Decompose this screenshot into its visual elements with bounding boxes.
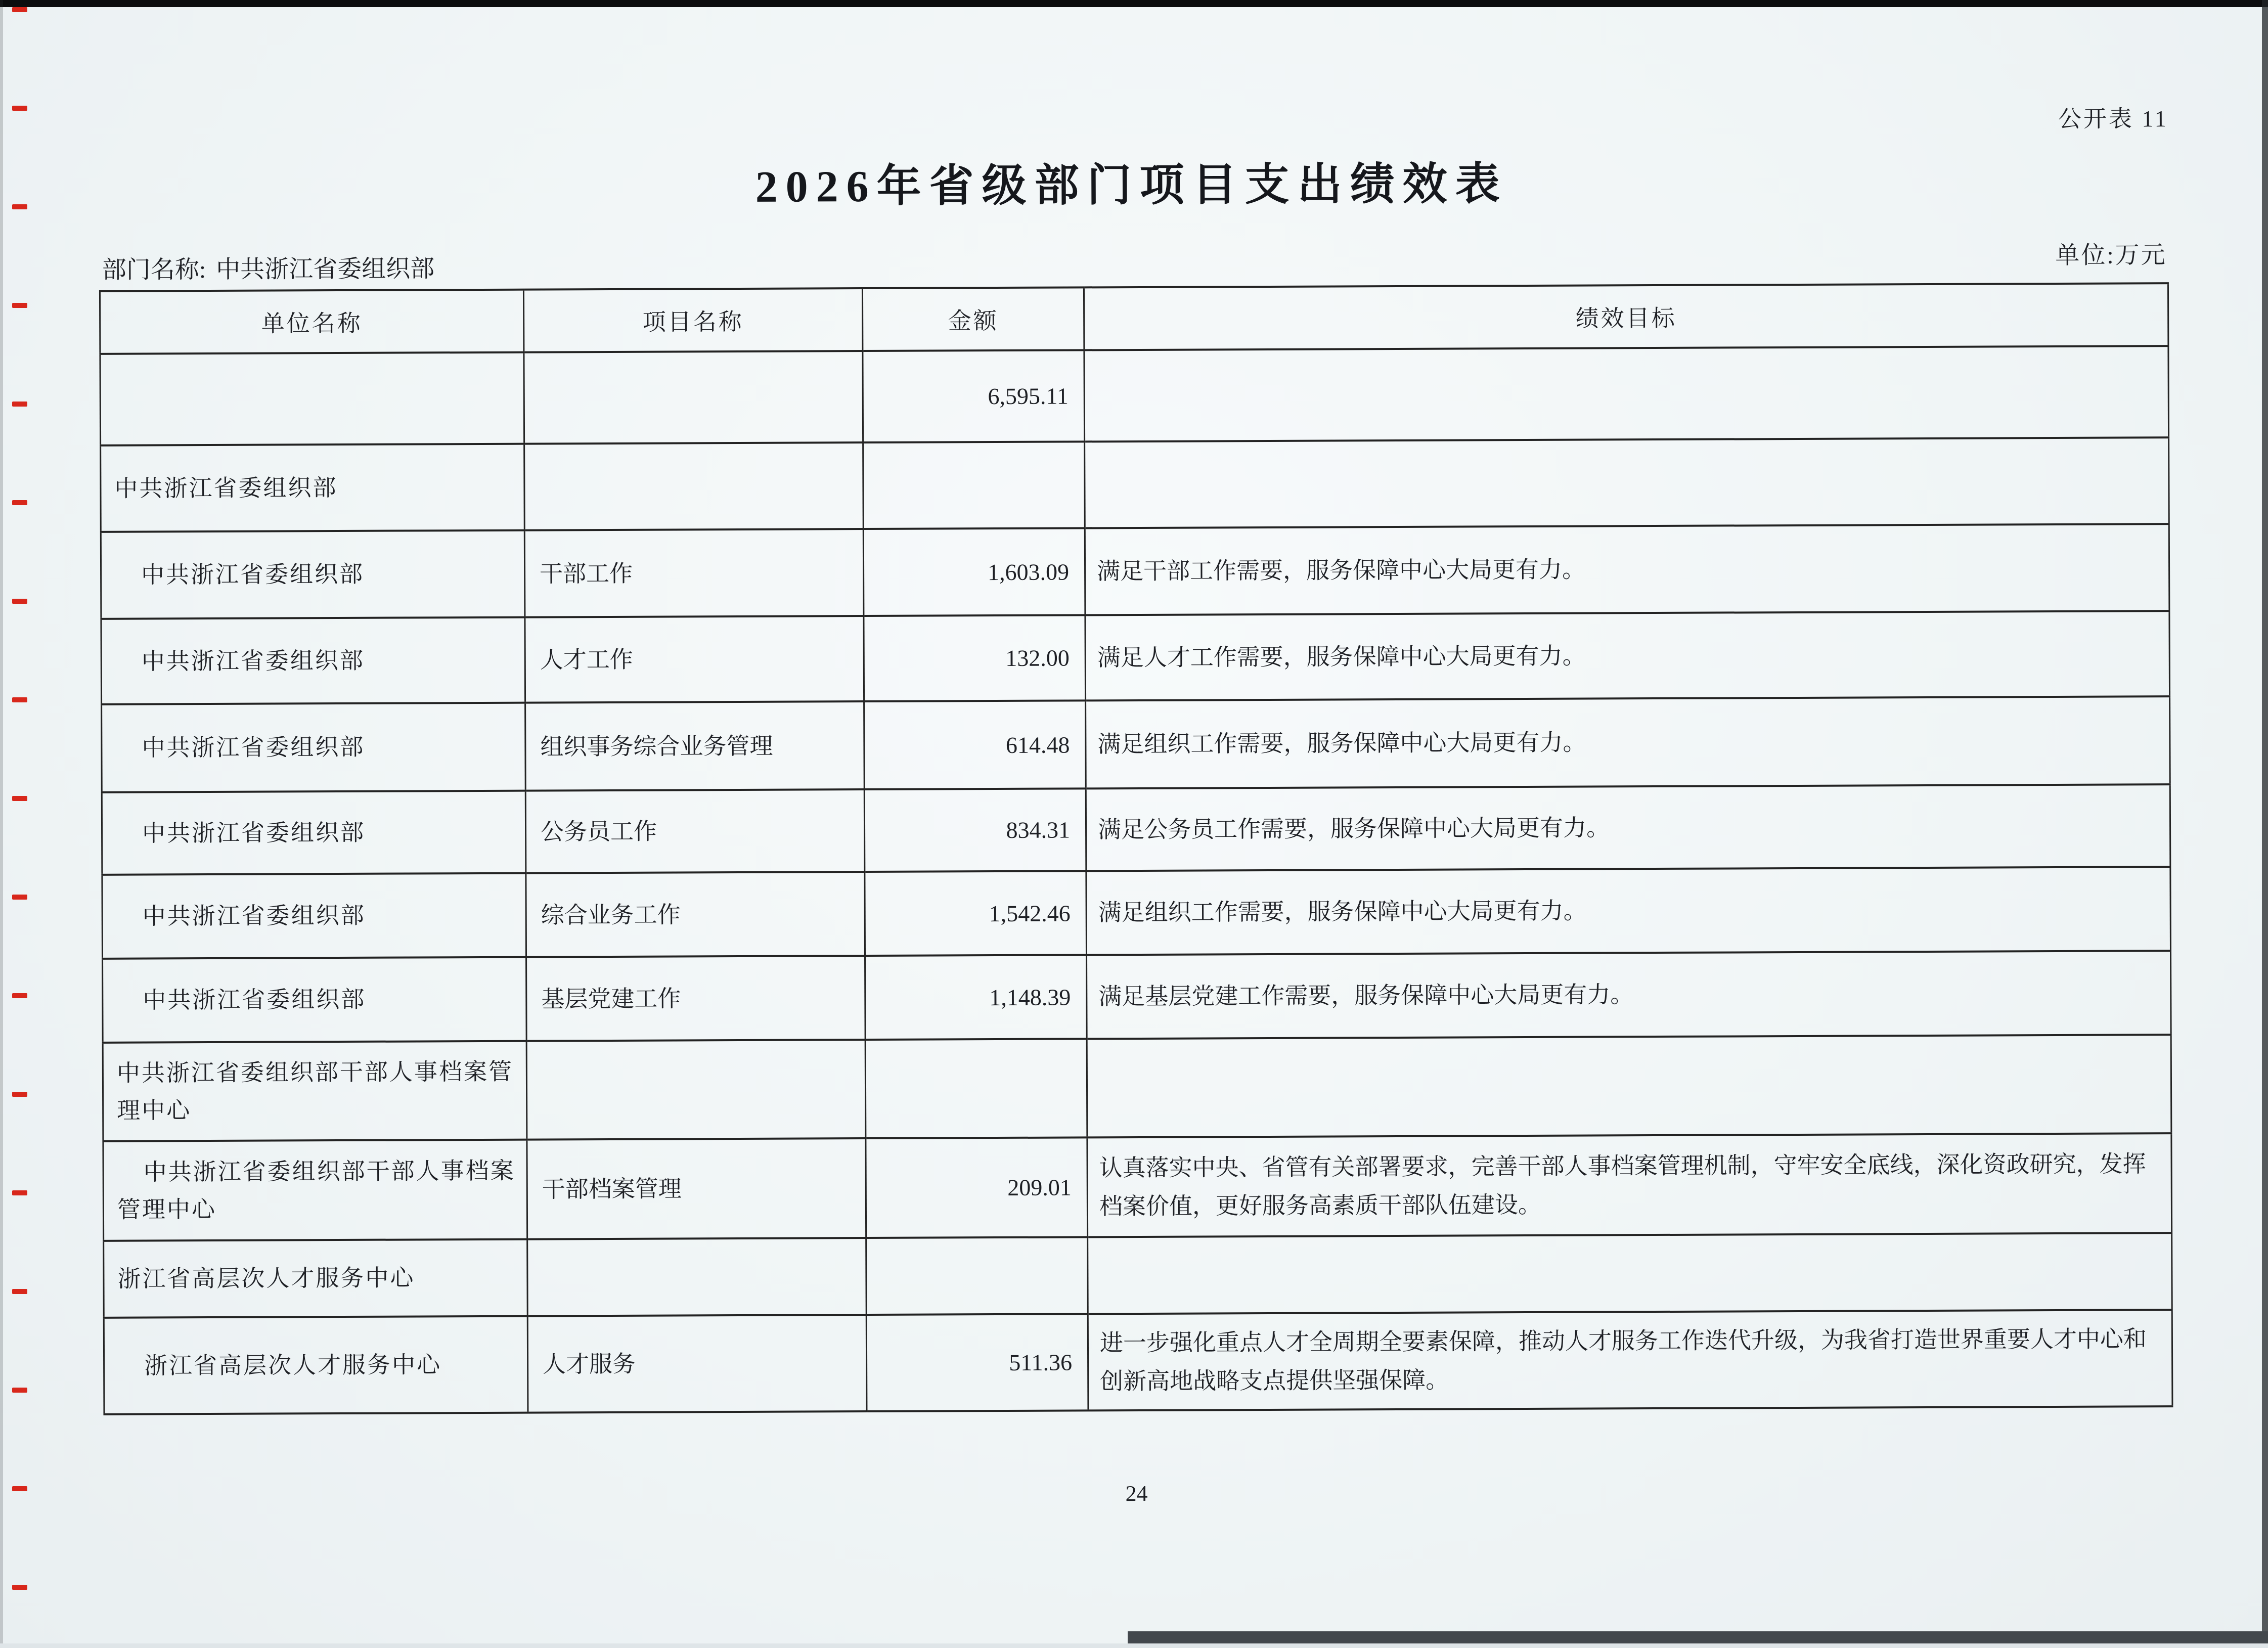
goal-cell bbox=[1088, 1233, 2172, 1314]
red-scan-mark bbox=[12, 796, 27, 801]
amount-cell bbox=[863, 441, 1085, 529]
table-row bbox=[102, 784, 2170, 875]
table-row bbox=[101, 437, 2169, 532]
department-name: 中共浙江省委组织部 bbox=[216, 255, 435, 283]
table-row bbox=[103, 951, 2171, 1043]
header-row bbox=[100, 283, 2168, 354]
amount-cell: 1,542.46 bbox=[865, 871, 1087, 956]
table-body bbox=[100, 346, 2172, 1414]
unit-cell: 浙江省高层次人才服务中心 bbox=[104, 1239, 528, 1318]
red-scan-mark bbox=[12, 697, 27, 702]
header-unit-name: 单位名称 bbox=[100, 290, 523, 354]
amount-cell: 834.31 bbox=[864, 788, 1086, 872]
goal-cell bbox=[1087, 1035, 2171, 1137]
project-cell: 综合业务工作 bbox=[526, 872, 865, 957]
goal-cell: 满足组织工作需要，服务保障中心大局更有力。 bbox=[1086, 867, 2171, 955]
unit-cell: 中共浙江省委组织部 bbox=[101, 444, 525, 532]
goal-cell: 满足公务员工作需要，服务保障中心大局更有力。 bbox=[1086, 784, 2170, 871]
table-row bbox=[102, 696, 2170, 792]
goal-cell: 满足基层党建工作需要，服务保障中心大局更有力。 bbox=[1087, 951, 2171, 1039]
department-line bbox=[102, 249, 435, 285]
project-cell bbox=[524, 442, 864, 530]
red-scan-mark bbox=[12, 1092, 27, 1097]
project-cell bbox=[524, 351, 863, 444]
project-cell: 组织事务综合业务管理 bbox=[525, 701, 865, 791]
red-scan-mark bbox=[12, 402, 27, 407]
header-goal: 绩效目标 bbox=[1084, 283, 2168, 350]
unit-cell: 中共浙江省委组织部 bbox=[101, 530, 525, 619]
amount-cell: 1,603.09 bbox=[863, 528, 1085, 616]
project-cell: 干部档案管理 bbox=[527, 1138, 866, 1239]
table-row bbox=[100, 346, 2169, 446]
unit-cell: 中共浙江省委组织部 bbox=[101, 617, 525, 704]
red-scan-mark bbox=[12, 204, 27, 209]
scan-edge-bottom bbox=[1128, 1631, 2268, 1643]
red-scan-mark bbox=[12, 1585, 27, 1590]
table-row bbox=[103, 1133, 2172, 1241]
table-row bbox=[103, 1035, 2171, 1141]
red-scan-mark bbox=[12, 500, 27, 505]
red-scan-mark bbox=[12, 1289, 27, 1294]
scan-edge-left bbox=[0, 0, 3, 1643]
unit-cell bbox=[100, 352, 524, 446]
red-scan-mark bbox=[12, 1190, 27, 1195]
red-scan-mark bbox=[12, 895, 27, 900]
goal-cell: 满足组织工作需要，服务保障中心大局更有力。 bbox=[1086, 696, 2170, 788]
table-row bbox=[101, 524, 2169, 619]
header-amount: 金额 bbox=[862, 287, 1084, 351]
red-scan-mark bbox=[12, 7, 27, 12]
goal-cell: 满足人才工作需要，服务保障中心大局更有力。 bbox=[1085, 611, 2170, 700]
table-row bbox=[101, 611, 2170, 704]
project-cell: 公务员工作 bbox=[525, 789, 865, 873]
table-row bbox=[102, 867, 2171, 959]
corner-table-label: 公开表 11 bbox=[2058, 106, 2168, 132]
project-cell: 人才工作 bbox=[525, 616, 864, 703]
scan-edge-right bbox=[2262, 0, 2268, 1643]
amount-cell: 132.00 bbox=[864, 615, 1086, 701]
project-cell: 人才服务 bbox=[527, 1315, 867, 1413]
red-scan-mark bbox=[12, 993, 27, 998]
unit-cell: 中共浙江省委组织部干部人事档案管理中心 bbox=[103, 1041, 527, 1141]
unit-cell: 中共浙江省委组织部 bbox=[103, 957, 527, 1043]
project-cell bbox=[526, 1040, 866, 1140]
goal-cell bbox=[1085, 437, 2169, 528]
goal-cell: 满足干部工作需要，服务保障中心大局更有力。 bbox=[1085, 524, 2169, 615]
header-project-name: 项目名称 bbox=[523, 288, 862, 352]
goal-cell: 进一步强化重点人才全周期全要素保障，推动人才服务工作迭代升级，为我省打造世界重要人才中心和创新高地战略支点提供坚强保障。 bbox=[1088, 1310, 2172, 1410]
red-scan-mark bbox=[12, 1486, 27, 1491]
amount-cell: 6,595.11 bbox=[863, 350, 1085, 442]
project-cell bbox=[527, 1238, 867, 1316]
page-number: 24 bbox=[1125, 1481, 1148, 1506]
amount-cell: 511.36 bbox=[866, 1314, 1088, 1411]
project-cell: 基层党建工作 bbox=[526, 956, 866, 1041]
amount-cell bbox=[866, 1237, 1088, 1315]
unit-cell: 中共浙江省委组织部 bbox=[102, 791, 526, 875]
amount-cell: 209.01 bbox=[866, 1137, 1088, 1238]
goal-cell bbox=[1084, 346, 2169, 441]
unit-cell: 中共浙江省委组织部干部人事档案管理中心 bbox=[103, 1140, 527, 1241]
scan-edge-top bbox=[0, 0, 2268, 7]
unit-cell: 中共浙江省委组织部 bbox=[102, 703, 526, 792]
red-scan-mark bbox=[12, 303, 27, 308]
amount-cell: 614.48 bbox=[864, 700, 1086, 789]
department-label: 部门名称: bbox=[102, 256, 206, 284]
unit-cell: 浙江省高层次人才服务中心 bbox=[104, 1316, 528, 1414]
red-scan-mark bbox=[12, 106, 27, 111]
red-scan-mark bbox=[12, 1388, 27, 1393]
performance-table bbox=[99, 282, 2173, 1415]
meta-row bbox=[102, 235, 2167, 285]
amount-cell: 1,148.39 bbox=[865, 955, 1087, 1040]
amount-cell bbox=[865, 1039, 1087, 1138]
unit-cell: 中共浙江省委组织部 bbox=[102, 873, 526, 959]
unit-label: 单位:万元 bbox=[2055, 242, 2167, 269]
project-cell: 干部工作 bbox=[524, 529, 864, 617]
goal-cell: 认真落实中央、省管有关部署要求，完善干部人事档案管理机制，守牢安全底线，深化资政研究，发挥档案价值，更好服务高素质干部队伍建设。 bbox=[1087, 1133, 2172, 1237]
red-scan-mark bbox=[12, 599, 27, 604]
table-row bbox=[104, 1233, 2172, 1318]
table-row bbox=[104, 1310, 2172, 1414]
page-title: 2026年省级部门项目支出绩效表 bbox=[755, 160, 1508, 212]
